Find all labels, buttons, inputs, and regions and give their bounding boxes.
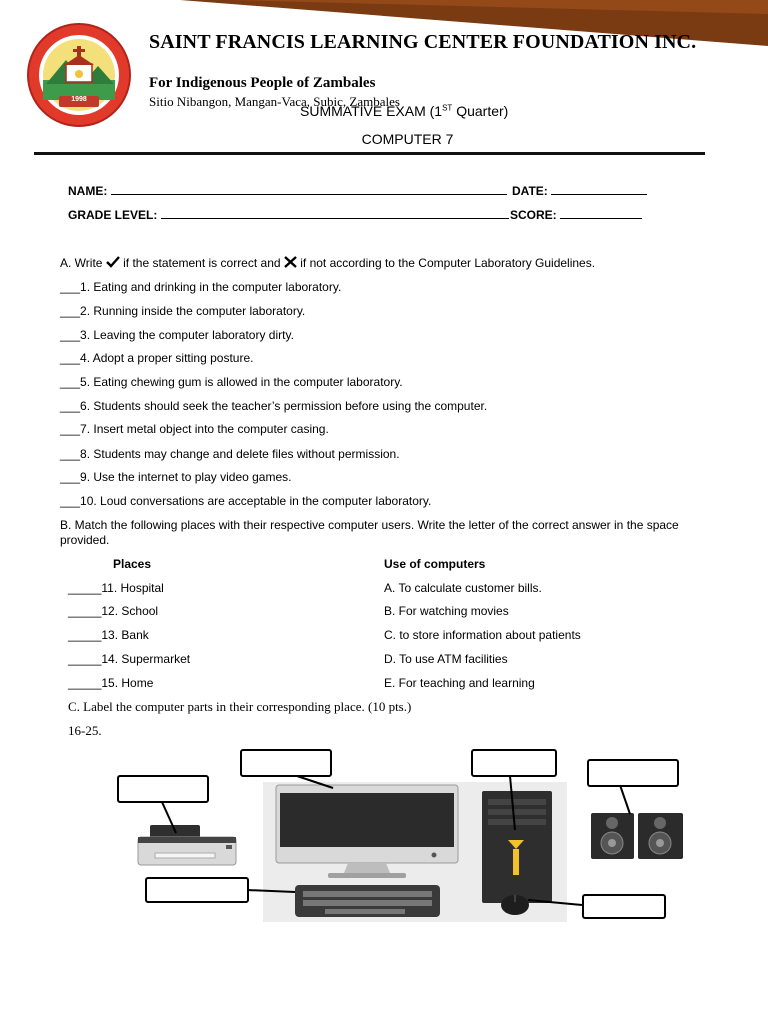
part-b-instruction: B. Match the following places with their respective computer users. Write the letter of the correct answer in the space provided. <box>60 518 679 547</box>
grade-level-blank[interactable] <box>161 207 509 219</box>
school-tagline: For Indigenous People of Zambales <box>149 75 376 91</box>
part-a-instruction-c: if not according to the Computer Laboratory Guidelines. <box>300 256 596 270</box>
grade-level-label: GRADE LEVEL: <box>68 208 158 222</box>
logo-year: 1998 <box>71 96 87 103</box>
part-a-item: ___5. Eating chewing gum is allowed in the computer laboratory. <box>60 375 403 389</box>
place-item: _____13. Bank <box>68 628 149 642</box>
label-box-printer[interactable] <box>117 775 209 803</box>
part-a-item: ___3. Leaving the computer laboratory dirty. <box>60 328 294 342</box>
part-a-item: ___2. Running inside the computer laboratory. <box>60 304 306 318</box>
school-name: SAINT FRANCIS LEARNING CENTER FOUNDATION INC. <box>149 31 697 53</box>
label-box-system-unit[interactable] <box>471 749 557 777</box>
check-mark-icon <box>106 256 120 268</box>
place-item: _____14. Supermarket <box>68 652 191 666</box>
part-a-item: ___4. Adopt a proper sitting posture. <box>60 351 254 365</box>
printer-icon <box>138 825 236 865</box>
place-item: _____15. Home <box>68 676 154 690</box>
part-a-instruction <box>60 256 720 271</box>
system-unit-icon <box>482 791 552 903</box>
exam-title <box>300 103 508 119</box>
keyboard-icon <box>295 885 440 917</box>
school-address: Sitio Nibangon, Mangan-Vaca, Subic, Zambales <box>149 94 400 109</box>
part-a-item: ___9. Use the internet to play video games. <box>60 470 292 484</box>
grade-level-field[interactable] <box>68 207 509 222</box>
places-column-header: Places <box>113 557 152 571</box>
use-item: B. For watching movies <box>384 604 509 618</box>
date-label: DATE: <box>512 184 548 198</box>
label-box-monitor[interactable] <box>240 749 332 777</box>
use-item: E. For teaching and learning <box>384 676 535 690</box>
part-a-item: ___10. Loud conversations are acceptable in the computer laboratory. <box>60 494 432 508</box>
uses-column-header: Use of computers <box>384 557 486 571</box>
header-divider <box>34 152 705 155</box>
exam-title-sup: ST <box>442 103 453 113</box>
label-box-keyboard[interactable] <box>145 877 249 903</box>
part-a-item: ___6. Students should seek the teacher’s permission before using the computer. <box>60 399 488 413</box>
name-label: NAME: <box>68 184 108 198</box>
part-a-item: ___8. Students may change and delete files without permission. <box>60 447 400 461</box>
place-item: _____12. School <box>68 604 159 618</box>
use-item: A. To calculate customer bills. <box>384 581 542 595</box>
part-a-item: ___7. Insert metal object into the computer casing. <box>60 422 329 436</box>
date-blank[interactable] <box>551 183 647 195</box>
score-blank[interactable] <box>560 207 642 219</box>
use-item: D. To use ATM facilities <box>384 652 508 666</box>
score-label: SCORE: <box>510 208 557 222</box>
part-a-item: ___1. Eating and drinking in the computer laboratory. <box>60 280 342 294</box>
x-mark-icon <box>284 256 297 268</box>
exam-title-prefix: SUMMATIVE EXAM (1 <box>300 103 443 119</box>
label-box-mouse[interactable] <box>582 894 666 919</box>
name-field[interactable] <box>68 183 507 198</box>
label-box-speakers[interactable] <box>587 759 679 787</box>
part-c-instruction: C. Label the computer parts in their corresponding place. (10 pts.) <box>68 699 412 714</box>
place-item: _____11. Hospital <box>68 581 164 595</box>
use-item: C. to store information about patients <box>384 628 581 642</box>
part-a-instruction-b: if the statement is correct and <box>123 256 281 270</box>
part-c-range: 16-25. <box>68 723 102 738</box>
date-field[interactable] <box>512 183 647 198</box>
exam-title-suffix: Quarter) <box>452 103 509 119</box>
mouse-icon <box>501 895 529 915</box>
subject-title: COMPUTER 7 <box>361 131 454 147</box>
score-field[interactable] <box>510 207 642 222</box>
speakers-icon <box>591 813 683 859</box>
name-blank[interactable] <box>111 183 507 195</box>
school-logo <box>26 22 132 128</box>
part-a-instruction-a: A. Write <box>60 256 103 270</box>
